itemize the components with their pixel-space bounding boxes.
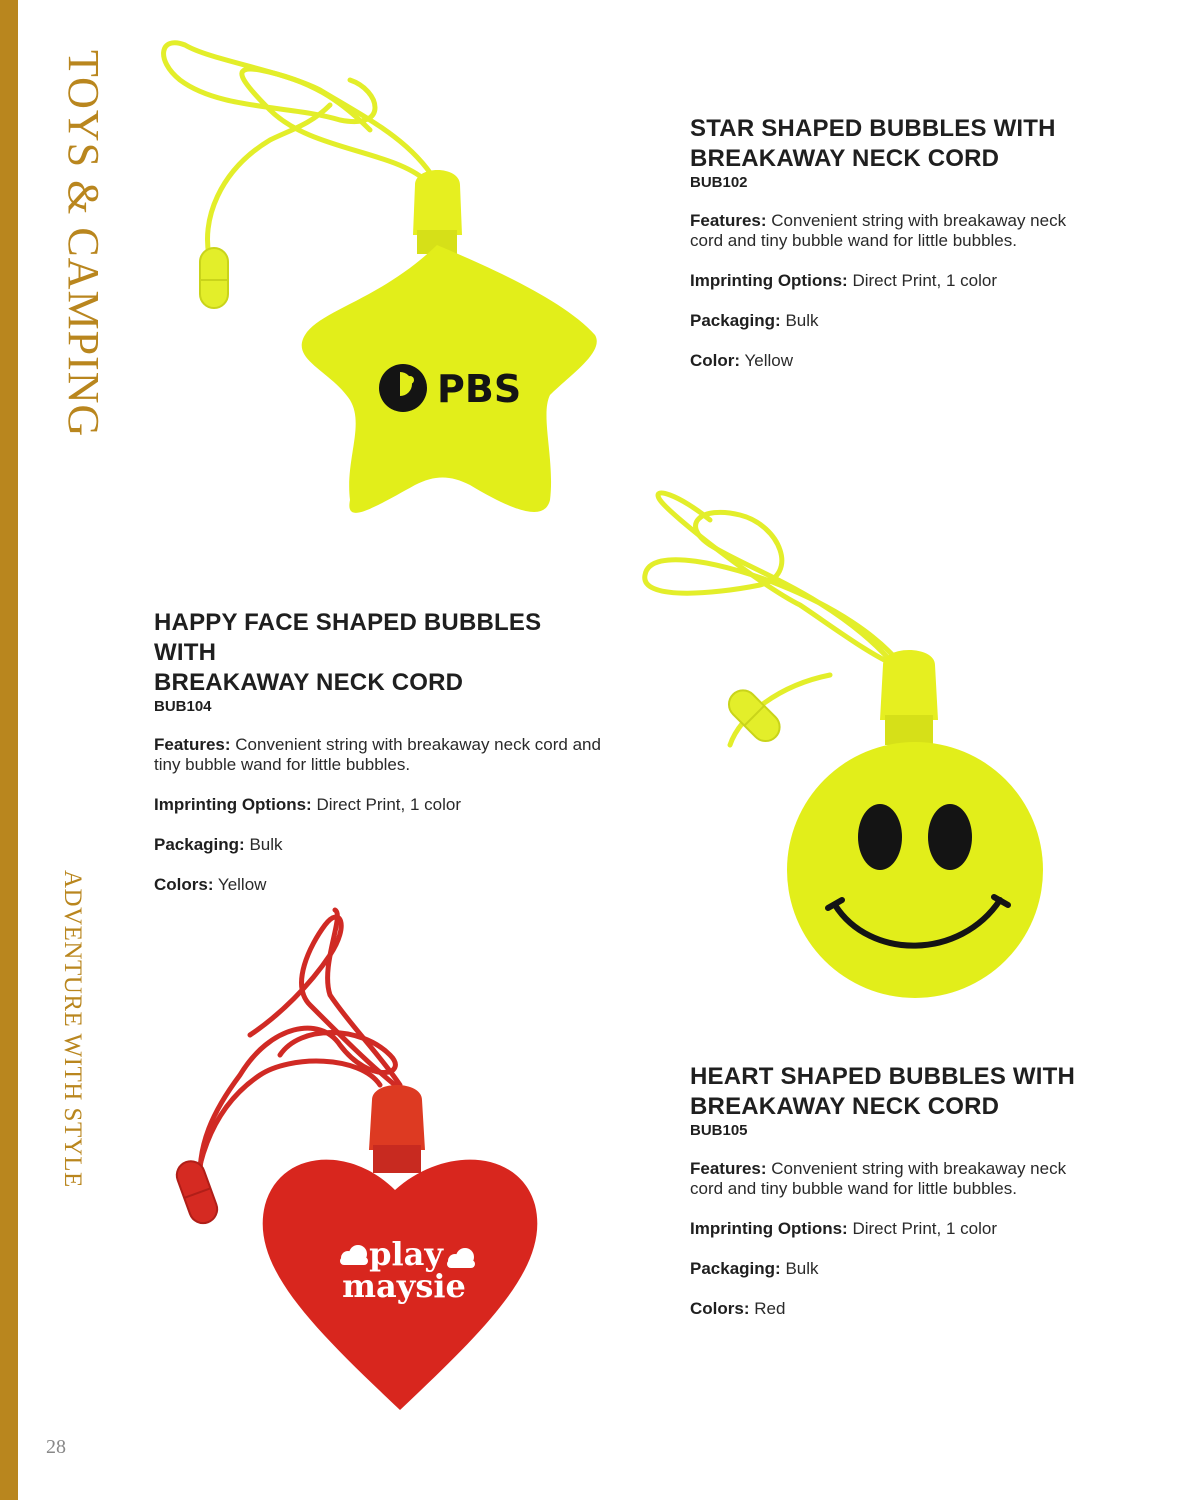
product-sku: BUB102 <box>690 174 748 191</box>
product-star-bubbles <box>690 114 1090 391</box>
smiley-face-icon <box>787 742 1043 998</box>
color-label: Color: <box>690 351 741 370</box>
side-accent-bar <box>0 0 18 1500</box>
packaging-text <box>154 835 604 855</box>
happy-face-bubbles-image <box>630 485 1070 1015</box>
product-sku: BUB105 <box>690 1122 748 1139</box>
imprint-label: Imprinting Options: <box>154 795 312 814</box>
color-value: Yellow <box>744 351 793 370</box>
features-label: Features: <box>690 1159 767 1178</box>
features-label: Features: <box>690 211 767 230</box>
product-title-line1: HAPPY FACE SHAPED BUBBLES WITH <box>154 609 542 666</box>
category-title: TOYS & CAMPING <box>59 50 108 438</box>
color-label: Colors: <box>154 875 214 894</box>
product-title <box>154 608 604 698</box>
imprint-text <box>690 1219 1090 1239</box>
features-text <box>690 211 1090 251</box>
pbs-logo-text: PBS <box>437 367 522 411</box>
color-label: Colors: <box>690 1299 750 1318</box>
packaging-label: Packaging: <box>154 835 245 854</box>
logo-word-play: play <box>369 1235 443 1273</box>
product-title <box>690 114 1090 174</box>
imprint-label: Imprinting Options: <box>690 1219 848 1238</box>
features-label: Features: <box>154 735 231 754</box>
product-title <box>690 1062 1090 1122</box>
color-value: Yellow <box>217 875 267 894</box>
color-text <box>690 351 1090 371</box>
packaging-text <box>690 1259 1090 1279</box>
product-title-line2: BREAKAWAY NECK CORD <box>690 1093 1000 1120</box>
color-text <box>154 875 604 895</box>
star-bubbles-image <box>140 30 620 530</box>
product-title-line2: BREAKAWAY NECK CORD <box>690 145 1000 172</box>
product-heart-bubbles <box>690 1062 1090 1339</box>
imprint-value: Direct Print, 1 color <box>852 1219 997 1238</box>
imprint-text <box>690 271 1090 291</box>
features-value: Convenient string with breakaway neck cord and tiny bubble wand for little bubbles. <box>690 211 1067 250</box>
packaging-text <box>690 311 1090 331</box>
packaging-value: Bulk <box>785 1259 819 1278</box>
color-value: Red <box>754 1299 786 1318</box>
imprint-value: Direct Print, 1 color <box>316 795 461 814</box>
product-title-line1: HEART SHAPED BUBBLES WITH <box>690 1063 1076 1090</box>
packaging-value: Bulk <box>785 311 819 330</box>
heart-bubbles-image <box>170 905 570 1425</box>
pbs-logo-icon <box>379 364 427 412</box>
features-text <box>154 735 604 775</box>
product-title-line2: BREAKAWAY NECK CORD <box>154 669 464 696</box>
tagline: ADVENTURE WITH STYLE <box>59 870 86 1188</box>
packaging-value: Bulk <box>249 835 283 854</box>
imprint-label: Imprinting Options: <box>690 271 848 290</box>
product-happy-face-bubbles <box>154 608 604 915</box>
features-value: Convenient string with breakaway neck cord and tiny bubble wand for little bubbles. <box>154 735 601 774</box>
product-sku: BUB104 <box>154 698 212 715</box>
imprint-value: Direct Print, 1 color <box>852 271 997 290</box>
features-value: Convenient string with breakaway neck cord and tiny bubble wand for little bubbles. <box>690 1159 1067 1198</box>
packaging-label: Packaging: <box>690 1259 781 1278</box>
logo-word-maysie: maysie <box>342 1267 466 1305</box>
product-title-line1: STAR SHAPED BUBBLES WITH <box>690 115 1056 142</box>
color-text <box>690 1299 1090 1319</box>
features-text <box>690 1159 1090 1199</box>
imprint-text <box>154 795 604 815</box>
packaging-label: Packaging: <box>690 311 781 330</box>
page-number: 28 <box>46 1436 66 1458</box>
